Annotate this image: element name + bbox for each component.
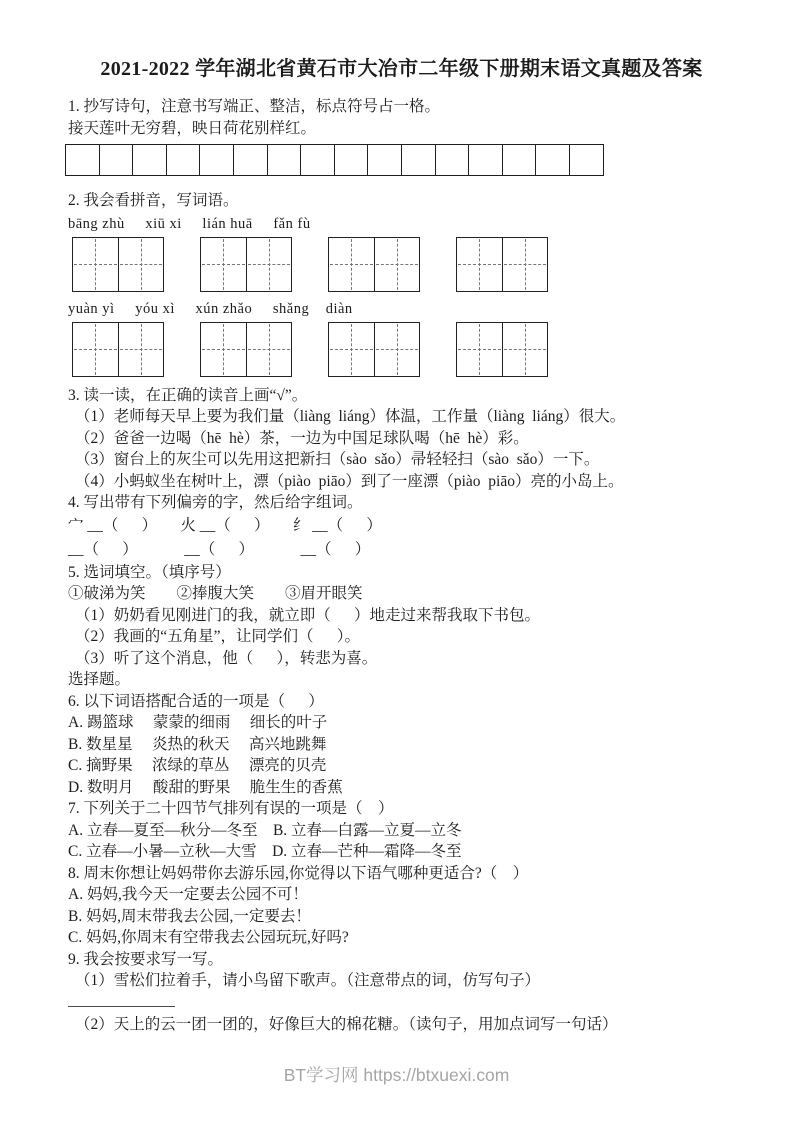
choice-section-label: 选择题。 — [68, 671, 131, 688]
q6-option-c: C. 摘野果 浓绿的草丛 漂亮的贝壳 — [68, 757, 327, 774]
q1-prompt: 1. 抄写诗句，注意书写端正、整洁，标点符号占一格。 — [68, 98, 441, 115]
tzg-cell — [329, 323, 375, 376]
q8-option-c: C. 妈妈,你周末有空带我去公园玩玩,好吗? — [68, 929, 349, 946]
pinyin-writing-box — [328, 237, 420, 292]
tzg-cell — [457, 238, 503, 291]
q5-word-options: ①破涕为笑 ②捧腹大笑 ③眉开眼笑 — [68, 585, 363, 602]
tzg-cell — [73, 238, 119, 291]
q3-item-4: （4）小蚂蚁坐在树叶上，漂（piào piāo）到了一座漂（piào piāo）亮的小岛上。 — [75, 472, 624, 490]
question-4 — [68, 492, 743, 562]
copy-grid-cell — [133, 145, 167, 175]
pinyin-writing-box — [456, 322, 548, 377]
copy-grid-cell — [301, 145, 335, 175]
q2-pinyin-row-1: bāng zhù xiū xi lián huā fǎn fù — [68, 215, 311, 232]
q5-item-3: （3）听了这个消息，他（ ），转悲为喜。 — [75, 649, 378, 667]
q6-option-a: A. 踢篮球 蒙蒙的细雨 细长的叶子 — [68, 714, 328, 731]
tzg-cell — [247, 323, 292, 376]
q1-copy-grid — [65, 144, 604, 176]
q5-prompt: 5. 选词填空。（填序号） — [68, 563, 231, 581]
copy-grid-cell — [200, 145, 234, 175]
tzg-cell — [329, 238, 375, 291]
tzg-cell — [201, 238, 247, 291]
tzg-cell — [119, 323, 164, 376]
q1-poem: 接天莲叶无穷碧，映日荷花别样红。 — [68, 119, 317, 137]
page-title: 2021-2022 学年湖北省黄石市大冶市二年级下册期末语文真题及答案 — [100, 58, 703, 80]
pinyin-writing-box — [328, 322, 420, 377]
q7-options-cd: C. 立春—小暑—立秋—大雪 D. 立春—芒种—霜降—冬至 — [68, 843, 462, 860]
pinyin-writing-box — [72, 237, 164, 292]
q7-prompt: 7. 下列关于二十四节气排列有误的一项是（ ） — [68, 800, 394, 817]
tzg-cell — [119, 238, 164, 291]
q7-options-ab: A. 立春—夏至—秋分—冬至 B. 立春—白露—立夏—立冬 — [68, 821, 462, 839]
pinyin-writing-box — [200, 237, 292, 292]
q4-radical-line-1: 宀 __（ ） 火 __（ ） 纟 __（ ） — [68, 516, 382, 534]
copy-grid-cell — [503, 145, 537, 175]
q8-option-b: B. 妈妈,周末带我去公园,一定要去！ — [68, 907, 311, 925]
tzg-cell — [503, 238, 548, 291]
q9-item-1: （1）雪松们拉着手，请小鸟留下歌声。（注意带点的词，仿写句子） — [75, 972, 541, 989]
tzg-cell — [375, 238, 420, 291]
copy-grid-cell — [402, 145, 436, 175]
exam-content — [68, 54, 743, 1035]
q5-item-2: （2）我画的“五角星”，让同学们（ ）。 — [75, 628, 361, 645]
copy-grid-cell — [368, 145, 402, 175]
copy-grid-cell — [268, 145, 302, 175]
tzg-cell — [457, 323, 503, 376]
copy-grid-cell — [469, 145, 503, 175]
question-8 — [68, 863, 743, 949]
copy-grid-cell — [335, 145, 369, 175]
q6-option-b: B. 数星星 炎热的秋天 高兴地跳舞 — [68, 735, 327, 753]
copy-grid-cell — [436, 145, 470, 175]
question-3 — [68, 385, 743, 493]
question-2 — [68, 190, 743, 377]
q2-prompt: 2. 我会看拼音，写词语。 — [68, 192, 239, 209]
pinyin-writing-box — [200, 322, 292, 377]
copy-grid-cell — [66, 145, 100, 175]
q2-writing-boxes-row-2 — [72, 322, 743, 377]
q8-option-a: A. 妈妈,我今天一定要去公园不可！ — [68, 886, 308, 903]
q3-item-2: （2）爸爸一边喝（hē hè）茶，一边为中国足球队喝（hē hè）彩。 — [75, 429, 529, 447]
watermark-footer: BT学习网 https://btxuexi.com — [283, 1065, 510, 1085]
copy-grid-cell — [167, 145, 201, 175]
copy-grid-cell — [570, 145, 603, 175]
q4-radical-line-2: __（ ） __（ ） __（ ） — [68, 540, 371, 558]
tzg-cell — [247, 238, 292, 291]
pinyin-writing-box — [456, 237, 548, 292]
tzg-cell — [503, 323, 548, 376]
q4-prompt: 4. 写出带有下列偏旁的字，然后给字组词。 — [68, 494, 363, 511]
q9-prompt: 9. 我会按要求写一写。 — [68, 950, 224, 968]
question-5 — [68, 562, 743, 691]
tzg-cell — [73, 323, 119, 376]
copy-grid-cell — [234, 145, 268, 175]
q3-prompt: 3. 读一读，在正确的读音上画“√”。 — [68, 386, 308, 404]
q2-writing-boxes-row-1 — [72, 237, 743, 292]
question-6 — [68, 691, 743, 799]
q2-pinyin-row-2: yuàn yì yóu xì xún zhǎo shǎng diàn — [68, 300, 353, 317]
tzg-cell — [375, 323, 420, 376]
q6-prompt: 6. 以下词语搭配合适的一项是（ ） — [68, 692, 324, 710]
q3-item-1: （1）老师每天早上要为我们量（liàng liáng）体温，工作量（liàng liáng）很大。 — [75, 408, 626, 425]
pinyin-writing-box — [72, 322, 164, 377]
q5-item-1: （1）奶奶看见刚进门的我，就立即（ ）地走过来帮我取下书包。 — [75, 606, 541, 624]
copy-grid-cell — [536, 145, 570, 175]
copy-grid-cell — [100, 145, 134, 175]
q9-answer-line — [68, 993, 175, 1007]
q6-option-d: D. 数明月 酸甜的野果 脆生生的香蕉 — [68, 778, 343, 796]
question-1 — [68, 96, 743, 190]
question-7 — [68, 798, 743, 863]
q3-item-3: （3）窗台上的灰尘可以先用这把新扫（sào sǎo）帚轻轻扫（sào sǎo）一下。 — [75, 451, 600, 468]
question-9 — [68, 949, 743, 1036]
q8-prompt: 8. 周末你想让妈妈带你去游乐园,你觉得以下语气哪种更适合?（ ） — [68, 864, 529, 882]
tzg-cell — [201, 323, 247, 376]
q9-item-2: （2）天上的云一团一团的，好像巨大的棉花糖。（读句子，用加点词写一句话） — [75, 1015, 618, 1033]
